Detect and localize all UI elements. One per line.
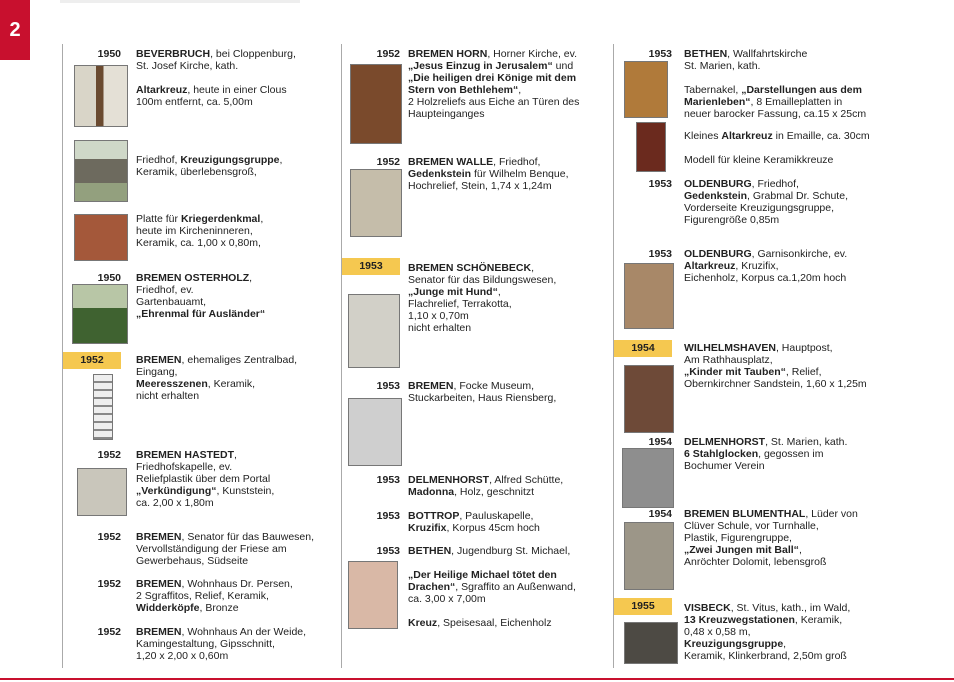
entry-text: BREMEN WALLE, Friedhof, Gedenkstein für Wilhelm Benque, Hochrelief, Stein, 1,74 x 1,24m [408,156,569,192]
entry-text: WILHELMSHAVEN, Hauptpost, Am Rathhausplatz, „Kinder mit Tauben“, Relief, Obernkirchner Sandstein, 1,60 x 1,25m [684,342,867,390]
column-1 [62,44,341,668]
entry-text: OLDENBURG, Garnisonkirche, ev. Altarkreuz, Kruzifix, Eichenholz, Korpus ca.1,20m hoch [684,248,848,284]
entry-text: BREMEN BLUMENTHAL, Lüder von Clüver Schule, vor Turnhalle, Plastik, Figurengruppe, „Zwei Jungen mit Ball“, Anröchter Dolomit, lebensgroß [684,508,858,568]
entry-year: 1952 [97,578,121,590]
entry-year-highlight: 1953 [342,258,400,275]
entry-text: BREMEN OSTERHOLZ, Friedhof, ev. Gartenbauamt, „Ehrenmal für Ausländer“ [136,272,266,320]
entry-text: Platte für Kriegerdenkmal, heute im Kircheninneren, Keramik, ca. 1,00 x 0,80m, [136,213,264,249]
entry-year: 1952 [97,626,121,638]
entry-text: Friedhof, Kreuzigungsgruppe, Keramik, überlebensgroß, [136,154,283,178]
entry-text: BOTTROP, Pauluskapelle, Kruzifix, Korpus 45cm hoch [408,510,540,534]
entry-year-highlight: 1954 [614,340,672,357]
entry-year: 1953 [648,178,672,190]
footer-rule [0,678,954,680]
entry-text: OLDENBURG, Friedhof, Gedenkstein, Grabmal Dr. Schute, Vorderseite Kreuzigungsgruppe, Figurengröße 0,85m [684,178,848,226]
entry-year: 1953 [648,48,672,60]
photo-heiliger-michael [348,561,398,629]
entry-year: 1953 [376,474,400,486]
photo-kreuzweg [624,622,678,664]
entry-text: BREMEN SCHÖNEBECK, Senator für das Bildungswesen, „Junge mit Hund“, Flachrelief, Terrakotta, 1,10 x 0,70m nicht erhalten [408,262,557,334]
photo-meeresszenen [93,374,113,440]
entry-text: DELMENHORST, Alfred Schütte, Madonna, Holz, geschnitzt [408,474,564,498]
entry-text: BREMEN, Senator für das Bauwesen, Vervollständigung der Friese am Gewerbehaus, Südseite [136,531,315,567]
entry-text: DELMENHORST, St. Marien, kath. 6 Stahlglocken, gegossen im Bochumer Verein [684,436,848,472]
entry-text: BREMEN, Wohnhaus Dr. Persen, 2 Sgraffitos, Relief, Keramik, Widderköpfe, Bronze [136,578,293,614]
entry-text: BETHEN, Jugendburg St. Michael, „Der Heilige Michael tötet den Drachen“, Sgraffito an Außenwand, ca. 3,00 x 7,00m Kreuz, Speisesaal, Eichenholz [408,545,576,629]
entry-text: BREMEN HASTEDT, Friedhofskapelle, ev. Reliefplastik über dem Portal „Verkündigung“, Kunststein, ca. 2,00 x 1,80m [136,449,275,509]
entry-year: 1953 [376,545,400,557]
photo-ehrenmal [72,284,128,344]
entry-year-highlight: 1952 [63,352,121,369]
entry-year: 1953 [648,248,672,260]
header-rule [60,0,300,3]
photo-garnisonkirche-kreuz [624,263,674,329]
entry-year: 1952 [97,531,121,543]
photo-altarkreuz [74,65,128,127]
photo-junge-mit-hund [348,294,400,368]
column-2 [341,44,612,668]
column-3 [613,44,944,668]
entry-text: BREMEN, Wohnhaus An der Weide, Kamingestaltung, Gipsschnitt, 1,20 x 2,00 x 0,60m [136,626,307,662]
entry-year: 1952 [376,48,400,60]
photo-zwei-jungen [624,522,674,590]
photo-altarkreuz-emaille [636,122,666,172]
entry-year: 1954 [648,508,672,520]
photo-kriegerdenkmal [74,214,128,261]
entry-year: 1950 [97,272,121,284]
entry-text: BREMEN HORN, Horner Kirche, ev. „Jesus Einzug in Jerusalem“ und „Die heiligen drei Könige mit dem Stern von Bethlehem“, 2 Holzreliefs aus Eiche an Türen des Haupteinganges [408,48,580,120]
entry-year: 1954 [648,436,672,448]
entry-year: 1952 [376,156,400,168]
entry-text: Kleines Altarkreuz in Emaille, ca. 30cm Modell für kleine Keramikkreuze [684,130,870,166]
entry-text: BETHEN, Wallfahrtskirche St. Marien, kath. Tabernakel, „Darstellungen aus dem Marienleben“, 8 Emailleplatten in neuer barocker Fassung, ca.15 x 25cm [684,48,867,120]
photo-stahlglocken [622,448,674,508]
entry-year: 1953 [376,380,400,392]
entry-year: 1953 [376,510,400,522]
photo-kinder-mit-tauben [624,365,674,433]
entry-text: BEVERBRUCH, bei Cloppenburg, St. Josef Kirche, kath. Altarkreuz, heute in einer Clous 100m entfernt, ca. 5,00m [136,48,296,108]
entry-text: VISBECK, St. Vitus, kath., im Wald, 13 Kreuzwegstationen, Keramik, 0,48 x 0,58 m, Kreuzigungsgruppe, Keramik, Klinkerbrand, 2,50m groß [684,602,851,662]
entry-text: BREMEN, Focke Museum, Stuckarbeiten, Haus Riensberg, [408,380,557,404]
photo-gedenkstein [350,169,402,237]
entry-text: BREMEN, ehemaliges Zentralbad, Eingang, Meeresszenen, Keramik, nicht erhalten [136,354,298,402]
entry-year: 1952 [97,449,121,461]
photo-kreuzigungsgruppe [74,140,128,202]
photo-tabernakel [624,61,668,118]
photo-verkuendigung [77,468,127,516]
photo-holzreliefs [350,64,402,144]
entry-year: 1950 [97,48,121,60]
page-number-badge: 2 [0,0,30,60]
photo-focke-museum [348,398,402,466]
entry-year-highlight: 1955 [614,598,672,615]
